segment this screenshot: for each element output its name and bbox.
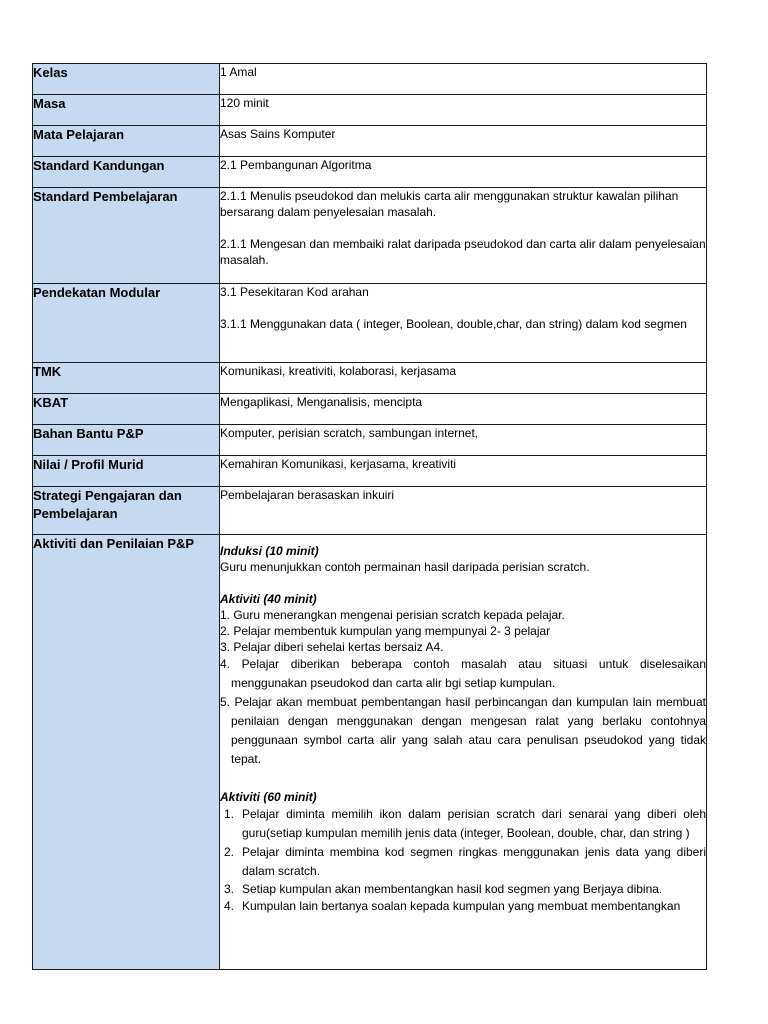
table-row bbox=[33, 363, 707, 394]
row-label: Strategi Pengajaran dan Pembelajaran bbox=[33, 487, 220, 535]
list-item: 3. Pelajar diberi sehelai kertas bersaiz A4. bbox=[220, 640, 444, 654]
row-value: Kemahiran Komunikasi, kerjasama, kreativiti bbox=[220, 456, 707, 487]
row-label: Aktiviti dan Penilaian P&P bbox=[33, 535, 220, 970]
list-item: 4. Kumpulan lain bertanya soalan kepada kumpulan yang membuat membentangkan bbox=[224, 899, 681, 913]
row-value: Komputer, perisian scratch, sambungan internet, bbox=[220, 425, 707, 456]
table-row bbox=[33, 64, 707, 95]
table-row bbox=[33, 126, 707, 157]
induksi-text: Guru menunjukkan contoh permainan hasil daripada perisian scratch. bbox=[220, 560, 590, 574]
row-label: Pendekatan Modular bbox=[33, 284, 220, 363]
row-label: Masa bbox=[33, 95, 220, 126]
aktiviti-40-list bbox=[220, 607, 706, 769]
table-row bbox=[33, 157, 707, 188]
row-value: 1 Amal bbox=[220, 64, 707, 95]
standard-text-1: 2.1.1 Menulis pseudokod dan melukis carta alir menggunakan struktur kawalan pilihan bersarang dalam penyelesaian masalah. bbox=[220, 189, 679, 219]
list-item: 4. Pelajar diberikan beberapa contoh masalah atau situasi untuk diselesaikan menggunakan pseudokod dan carta alir bgi setiap kumpulan. bbox=[220, 657, 706, 690]
table-row bbox=[33, 535, 707, 970]
standard-text-2: 2.1.1 Mengesan dan membaiki ralat daripada pseudokod dan carta alir dalam penyelesaian masalah. bbox=[220, 237, 706, 267]
list-item: 5. Pelajar akan membuat pembentangan hasil perbincangan dan kumpulan lain membuat penilaian dengan menggunakan dengan mengesan ralat yang berlaku contohnya penggunaan symbol carta alir yang salah atau cara penulisan pseudokod yang tidak tepat. bbox=[220, 695, 706, 766]
list-item: 3. Setiap kumpulan akan membentangkan hasil kod segmen yang Berjaya dibina. bbox=[224, 882, 663, 896]
row-value bbox=[220, 284, 707, 363]
table-row bbox=[33, 284, 707, 363]
row-label: Mata Pelajaran bbox=[33, 126, 220, 157]
list-item: 2. Pelajar diminta membina kod segmen ringkas menggunakan jenis data yang diberi dalam scratch. bbox=[224, 845, 706, 878]
row-label: Bahan Bantu P&P bbox=[33, 425, 220, 456]
row-label: Standard Pembelajaran bbox=[33, 188, 220, 284]
table-row bbox=[33, 95, 707, 126]
aktiviti-40-title: Aktiviti (40 minit) bbox=[220, 592, 317, 606]
table-row bbox=[33, 188, 707, 284]
row-value: Asas Sains Komputer bbox=[220, 126, 707, 157]
aktiviti-60-title: Aktiviti (60 minit) bbox=[220, 790, 317, 804]
row-label: KBAT bbox=[33, 394, 220, 425]
row-value: Mengaplikasi, Menganalisis, mencipta bbox=[220, 394, 707, 425]
row-value: 120 minit bbox=[220, 95, 707, 126]
row-value: Komunikasi, kreativiti, kolaborasi, kerjasama bbox=[220, 363, 707, 394]
modular-text-1: 3.1 Pesekitaran Kod arahan bbox=[220, 285, 369, 299]
modular-text-2: 3.1.1 Menggunakan data ( integer, Boolean, double,char, dan string) dalam kod segmen bbox=[220, 317, 687, 331]
induksi-title: Induksi (10 minit) bbox=[220, 544, 319, 558]
row-value bbox=[220, 188, 707, 284]
table-row bbox=[33, 425, 707, 456]
aktiviti-60-list bbox=[220, 805, 706, 916]
table-row bbox=[33, 456, 707, 487]
row-value: 2.1 Pembangunan Algoritma bbox=[220, 157, 707, 188]
lesson-plan-table bbox=[32, 63, 707, 970]
list-item: 2. Pelajar membentuk kumpulan yang mempunyai 2- 3 pelajar bbox=[220, 624, 551, 638]
table-row bbox=[33, 394, 707, 425]
activity-cell bbox=[220, 535, 707, 970]
row-label: Standard Kandungan bbox=[33, 157, 220, 188]
list-item: 1. Pelajar diminta memilih ikon dalam perisian scratch dari senarai yang diberi oleh guru(setiap kumpulan memilih jenis data (integer, Boolean, double, char, dan string ) bbox=[224, 807, 706, 840]
list-item: 1. Guru menerangkan mengenai perisian scratch kepada pelajar. bbox=[220, 608, 565, 622]
table-row bbox=[33, 487, 707, 535]
row-value: Pembelajaran berasaskan inkuiri bbox=[220, 487, 707, 535]
row-label: TMK bbox=[33, 363, 220, 394]
row-label: Kelas bbox=[33, 64, 220, 95]
row-label: Nilai / Profil Murid bbox=[33, 456, 220, 487]
